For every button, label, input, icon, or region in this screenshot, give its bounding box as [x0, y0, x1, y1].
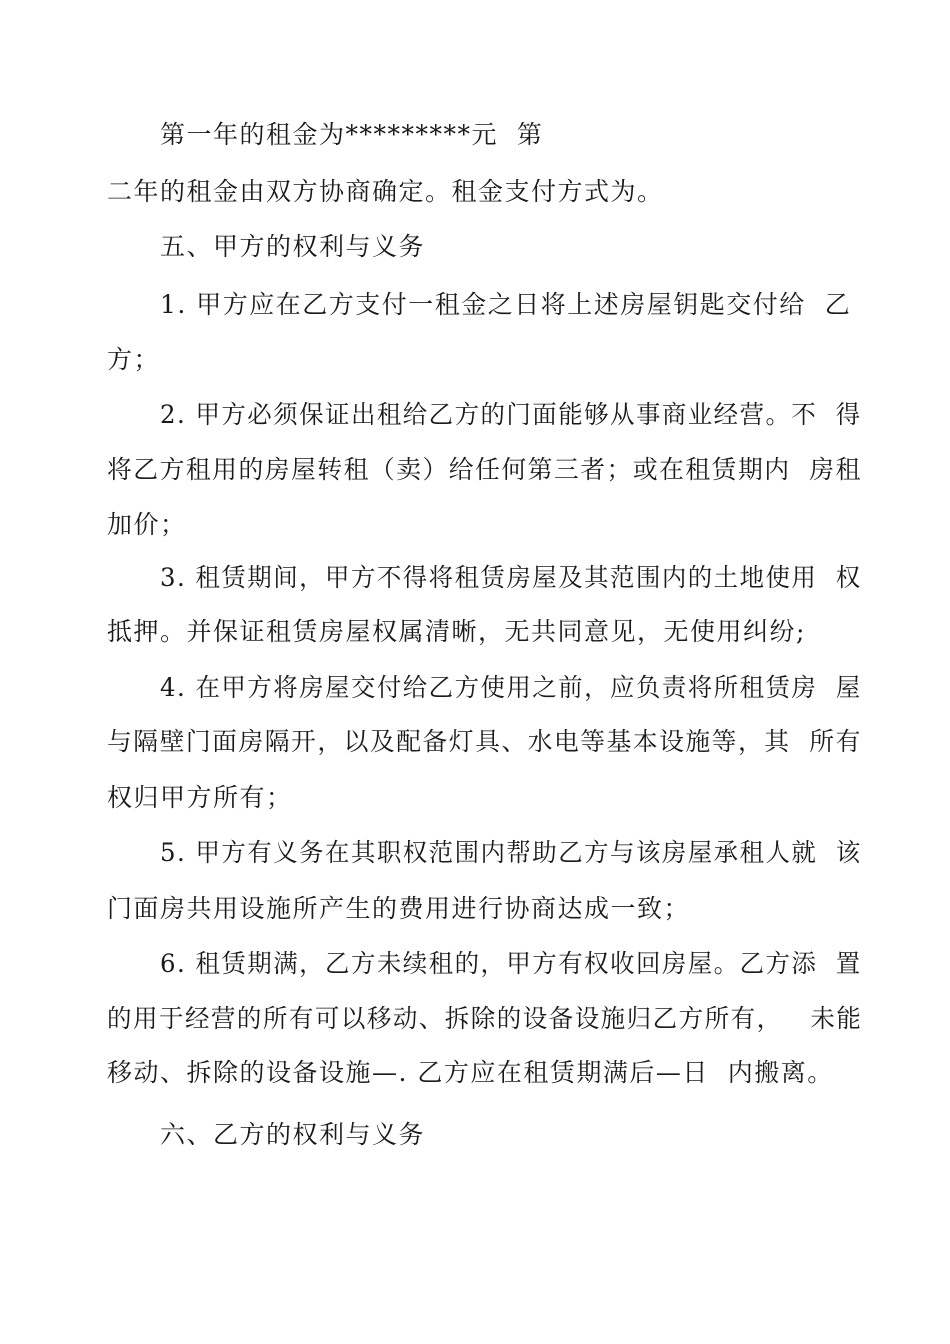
text-line: 门面房共用设施所产生的费用进行协商达成一致； [107, 894, 691, 923]
section-heading: 五、甲方的权利与义务 [160, 232, 426, 261]
text-line: 加价； [107, 510, 187, 539]
text-line: 将乙方租用的房屋转租（卖）给任何第三者；或在租赁期内 房租 [107, 455, 862, 484]
text-line: 方； [107, 345, 161, 374]
text-line: 的用于经营的所有可以移动、拆除的设备设施归乙方所有， 未能 [107, 1004, 863, 1033]
text-line: 移动、拆除的设备设施—. 乙方应在租赁期满后—日 内搬离。 [107, 1058, 834, 1087]
text-line: 权归甲方所有； [107, 783, 293, 812]
text-line: 第一年的租金为*********元 第 [160, 120, 544, 149]
text-line: 5. 甲方有义务在其职权范围内帮助乙方与该房屋承租人就 该 [160, 838, 862, 867]
text-line: 6. 租赁期满，乙方未续租的，甲方有权收回房屋。乙方添 置 [160, 949, 862, 978]
text-line: 2. 甲方必须保证出租给乙方的门面能够从事商业经营。不 得 [160, 400, 862, 429]
section-heading: 六、乙方的权利与义务 [160, 1120, 426, 1149]
text-line: 与隔壁门面房隔开，以及配备灯具、水电等基本设施等，其 所有 [107, 727, 862, 756]
text-line: 二年的租金由双方协商确定。租金支付方式为。 [107, 177, 664, 206]
text-line: 3. 租赁期间，甲方不得将租赁房屋及其范围内的土地使用 权 [160, 563, 862, 592]
text-line: 1. 甲方应在乙方支付一租金之日将上述房屋钥匙交付给 乙 [160, 290, 852, 319]
text-line: 4. 在甲方将房屋交付给乙方使用之前，应负责将所租赁房 屋 [160, 673, 862, 702]
text-line: 抵押。并保证租赁房屋权属清晰，无共同意见，无使用纠纷; [107, 617, 806, 646]
